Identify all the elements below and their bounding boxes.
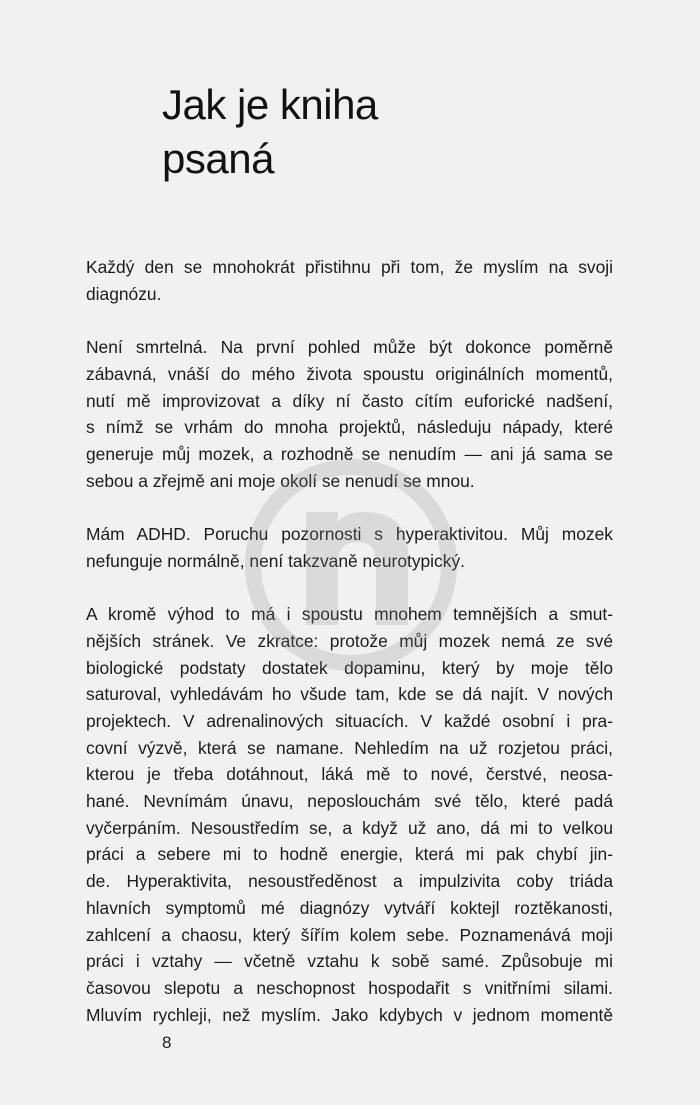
- page-number: 8: [162, 1033, 172, 1052]
- chapter-title-line-1: Jak je kniha: [162, 81, 378, 128]
- text-line: saturoval, vyhledávám ho všude tam, kde se dá najít. V nových: [86, 684, 613, 705]
- text-line: sebou a zřejmě ani moje okolí se nenudí se mnou.: [86, 470, 475, 491]
- text-line: Není smrtelná. Na první pohled může být dokonce poměrně: [86, 337, 613, 358]
- text-line: zahlcení a chaosu, který šířím kolem sebe. Poznamenává moji: [86, 924, 613, 945]
- text-line: Mám ADHD. Poruchu pozornosti s hyperaktivitou. Můj mozek: [86, 524, 613, 544]
- text-line: hlavních symptomů mé diagnózy vytváří koktejl roztěkanosti,: [86, 897, 613, 918]
- text-line: nějších stránek. Ve zkratce: protože můj mozek nemá ze své: [86, 630, 613, 651]
- text-line: práci i vztahy — včetně vztahu k sobě samé. Způsobuje mi: [86, 951, 613, 972]
- text-line: diagnózu.: [86, 283, 162, 304]
- chapter-title: [162, 78, 378, 186]
- paragraph: [86, 521, 613, 574]
- text-line: hané. Nevnímám únavu, neposlouchám své tělo, které padá: [86, 791, 613, 812]
- text-line: covní výzvě, která se namane. Nehledím na už rozjetou práci,: [86, 737, 613, 758]
- text-line: A kromě výhod to má i spoustu mnohem temnějších a smut-: [86, 604, 613, 625]
- paragraph: [86, 601, 613, 1028]
- text-line: práci a sebere mi to hodně energie, která mi pak chybí jin-: [86, 844, 613, 865]
- text-line: vyčerpáním. Nesoustředím se, a když už ano, dá mi to velkou: [86, 817, 613, 838]
- text-line: nutí mě improvizovat a díky ní často cítím euforické nadšení,: [86, 390, 613, 411]
- text-line: časovou slepotu a neschopnost hospodařit s vnitřními silami.: [86, 977, 613, 998]
- chapter-title-line-2: psaná: [162, 135, 274, 182]
- text-line: Každý den se mnohokrát přistihnu při tom, že myslím na svoji: [86, 257, 613, 277]
- paragraph: [86, 334, 613, 494]
- text-line: nefunguje normálně, není takzvaně neurotypický.: [86, 550, 465, 571]
- paragraph: [86, 254, 613, 307]
- text-line: kterou je třeba dotáhnout, láká mě to nové, čerstvé, neosa-: [86, 764, 613, 785]
- text-line: s nímž se vrhám do mnoha projektů, následuju nápady, které: [86, 417, 613, 438]
- body-text: [86, 254, 613, 1028]
- text-line: generuje můj mozek, a rozhodně se nenudím — ani já sama se: [86, 443, 613, 464]
- text-line: biologické podstaty dostatek dopaminu, který by moje tělo: [86, 657, 613, 678]
- text-line: zábavná, vnáší do mého života spoustu originálních momentů,: [86, 363, 613, 384]
- text-line: de. Hyperaktivita, nesoustředěnost a impulzivita coby triáda: [86, 871, 613, 892]
- text-line: projektech. V adrenalinových situacích. V každé osobní i pra-: [86, 710, 613, 731]
- text-line: Mluvím rychleji, než myslím. Jako kdybych v jednom momentě: [86, 1004, 613, 1025]
